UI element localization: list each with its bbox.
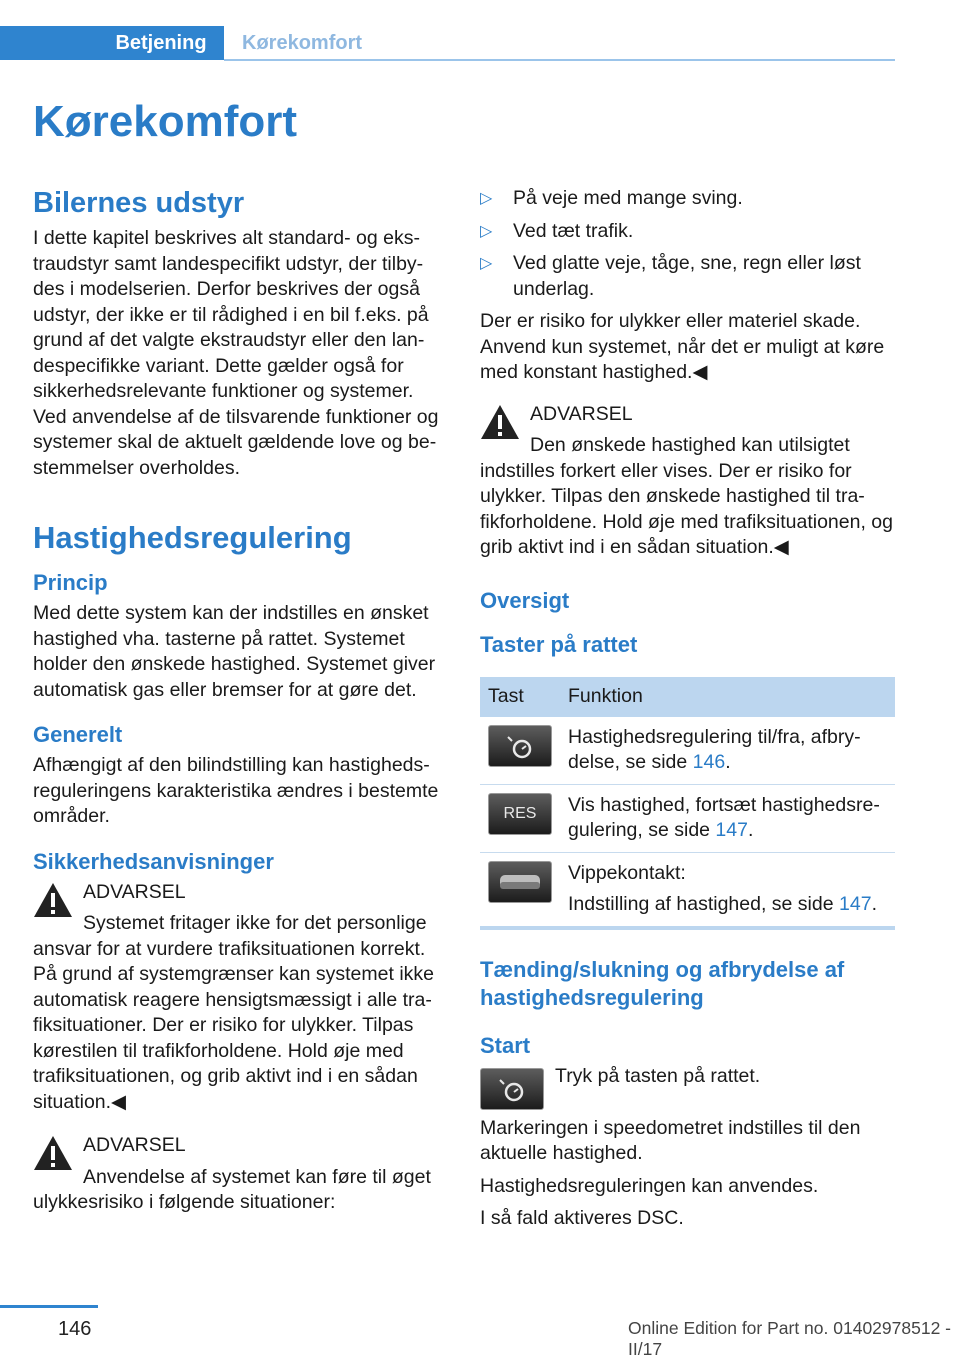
warning-3-title: ADVARSEL	[530, 402, 633, 425]
heading-keys: Taster på rattet	[480, 631, 638, 657]
header-divider	[224, 59, 895, 61]
table-cell-function	[560, 784, 895, 852]
bullet-triangle-icon: ▷	[480, 190, 493, 207]
bullet-text: Ved glatte veje, tåge, sne, regn eller løst underlag.	[513, 252, 861, 300]
warning-3-text: Den ønskede hastighed kan utilsigtet indstilles forkert eller vises. Der er risiko for ulykker. Tilpas den ønskede hastighed til trafikforholdene. Hold øje med trafiksituationen, og grib aktivt ind i en sådan situation.◀	[480, 434, 893, 558]
heading-ignition: Tænding/slukning og afbrydelse af hastighedsregulering	[480, 956, 845, 1010]
page-link-147[interactable]: 147	[839, 893, 872, 915]
list-item	[480, 219, 895, 245]
list-item	[480, 251, 895, 302]
function-text-end: .	[871, 893, 877, 915]
table-cell-key	[480, 717, 560, 785]
warning-2-title: ADVARSEL	[83, 1134, 186, 1156]
bullet-triangle-icon: ▷	[480, 222, 493, 240]
paragraph-risk: Der er risiko for ulykker eller materiel skade. Anvend kun systemet, når det er muligt at køre med konstant hastighed.◀	[480, 310, 885, 383]
column-header-key: Tast	[480, 677, 560, 717]
paragraph-marker: Markeringen i speedometret indstilles til den aktuelle hastighed.	[480, 1116, 861, 1164]
list-item	[480, 186, 895, 212]
page-title: Kørekomfort	[33, 97, 298, 146]
heading-overview: Oversigt	[480, 587, 570, 613]
footer-bar	[0, 1305, 98, 1308]
paragraph-usable: Hastighedsreguleringen kan anvendes.	[480, 1174, 819, 1197]
table-row	[480, 852, 895, 928]
res-button-icon: RES	[488, 793, 552, 835]
warning-triangle-icon	[33, 1135, 73, 1171]
table-cell-key	[480, 784, 560, 852]
warning-triangle-icon	[33, 882, 73, 918]
heading-equipment: Bilernes udstyr	[33, 187, 245, 219]
bullet-triangle-icon: ▷	[480, 255, 493, 272]
table-header-row	[480, 677, 895, 717]
paragraph-principle: Med dette system kan der indstilles en ønsket hastighed vha. tasterne på rattet. Systemet holder den ønskede hastighed. Systemet giver automatisk gas eller bremser for at gøre det.	[33, 602, 436, 701]
bullet-text: På veje med mange sving.	[513, 187, 743, 209]
table-row	[480, 784, 895, 852]
warning-triangle-icon	[480, 404, 520, 440]
edition-text: Online Edition for Part no. 01402978512 - II/17	[628, 1318, 951, 1359]
table-row	[480, 717, 895, 785]
function-text-end: .	[747, 819, 754, 841]
table-cell-function	[560, 852, 895, 928]
page-link-146[interactable]: 146	[692, 751, 726, 773]
table-cell-key	[480, 852, 560, 928]
function-text-end: .	[725, 751, 731, 773]
keys-table	[480, 677, 895, 930]
heading-start: Start	[480, 1032, 531, 1058]
warning-3	[480, 402, 895, 428]
header-bar	[0, 26, 98, 60]
warning-1-text: Systemet fritager ikke for det personlige ansvar for at vurdere trafiksituationen korrekt. På grund af systemgrænser kan systemet ikke automatisk reagere hensigtsmæssigt i alle trafiksituationer. Der er risiko for ulykker. Tilpas kørestilen til trafikforholdene. Hold øje med trafiksituationen, og grib aktivt ind i en sådan situation.◀	[33, 912, 434, 1113]
paragraph-general: Afhængigt af den bilindstilling kan hastighedsreguleringens karakteristika ændres i bestemte områder.	[33, 754, 439, 827]
warning-2-text: Anvendelse af systemet kan føre til øget ulykkesrisiko i følgende situationer:	[33, 1165, 431, 1213]
function-text: Vis hastighed, fortsæt hastighedsregulering, se side	[568, 793, 880, 841]
start-press-text: Tryk på tasten på rattet.	[555, 1064, 761, 1087]
function-text: Hastighedsregulering til/fra, afbrydelse, se side	[568, 725, 861, 773]
left-column	[33, 186, 448, 1223]
bullet-text: Ved tæt trafik.	[513, 219, 634, 242]
cruise-onoff-button-icon	[480, 1068, 544, 1110]
heading-general: Generelt	[33, 722, 123, 747]
warning-2	[33, 1133, 448, 1159]
start-row	[480, 1064, 895, 1110]
function-text: Indstilling af hastighed, se side	[568, 893, 840, 915]
heading-safety: Sikkerhedsanvisninger	[33, 848, 274, 874]
right-column	[480, 186, 895, 1239]
heading-principle: Princip	[33, 570, 108, 595]
rocker-switch-icon	[488, 861, 552, 903]
cruise-onoff-button-icon	[488, 725, 552, 767]
heading-cruise-control: Hastighedsregulering	[33, 520, 352, 555]
tab-korekomfort[interactable]: Kørekomfort	[242, 31, 363, 54]
page-number: 146	[58, 1318, 92, 1340]
column-header-function: Funktion	[560, 677, 895, 717]
table-cell-function	[560, 717, 895, 785]
warning-1	[33, 880, 448, 906]
page-link-147[interactable]: 147	[715, 819, 748, 841]
warning-1-title: ADVARSEL	[83, 880, 186, 903]
function-text-title: Vippekontakt:	[568, 861, 686, 884]
paragraph-equipment: I dette kapitel beskrives alt standard- og ekstraudstyr samt landespecifikt udstyr, der tilbydes i modelserien. Derfor beskrives der også udstyr, der ikke er til rådighed i en bil f.eks. på grund af det valgte ekstraudstyr eller den landespecifikke variant. Dette gælder også for sikkerhedsrelevante funktioner og systemer. Ved anvendelse af de tilsvarende funktioner og systemer skal de aktuelt gældende love og bestemmelser overholdes.	[33, 227, 439, 479]
paragraph-dsc: I så fald aktiveres DSC.	[480, 1207, 684, 1229]
tab-betjening[interactable]: Betjening	[98, 26, 224, 60]
